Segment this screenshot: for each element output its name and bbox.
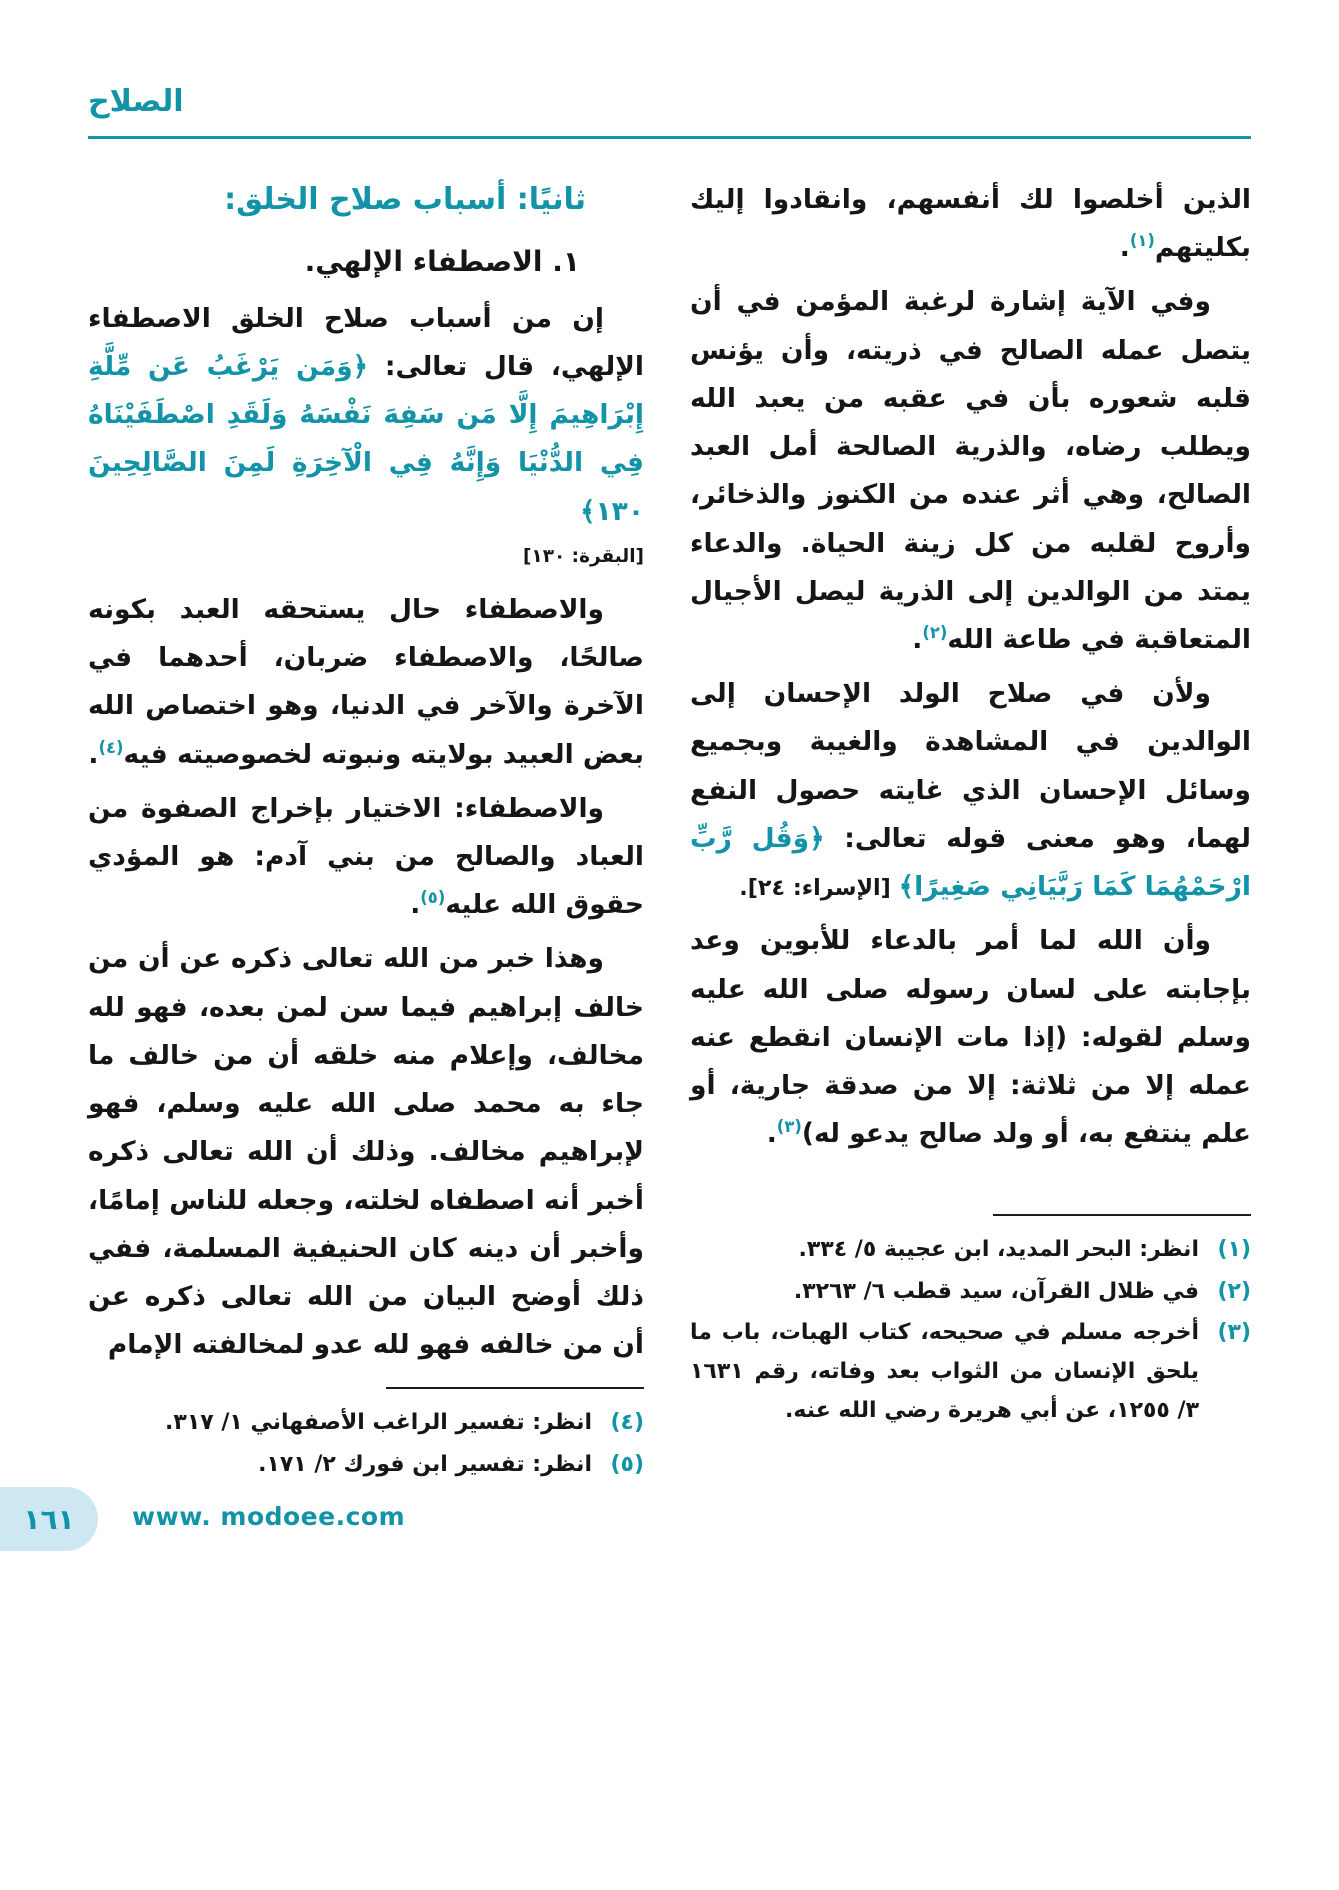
footnote-ref: (٥) <box>420 888 446 908</box>
page-number: ١٦١ <box>23 1502 75 1536</box>
footnote-number: (٣) <box>1217 1319 1251 1345</box>
body-text: . <box>88 738 99 770</box>
section-heading: ثانيًا: أسباب صلاح الخلق: <box>224 182 586 217</box>
paragraph <box>88 586 644 779</box>
footnote-item <box>690 1313 1251 1430</box>
column-left-paragraphs <box>88 295 644 1370</box>
subsection-heading: ١. الاصطفاء الإلهي. <box>304 245 580 278</box>
paragraph <box>88 536 644 576</box>
body-text: الذين أخلصوا لك أنفسهم، وانقادوا إليك بكليتهم <box>690 184 1251 264</box>
footnote-text: انظر: تفسير ابن فورك ٢/ ١٧١. <box>258 1451 592 1477</box>
paragraph <box>88 785 644 930</box>
body-text: . <box>1119 232 1130 264</box>
body-text: . <box>410 889 421 921</box>
verse-citation: [الإسراء: ٢٤]. <box>739 875 899 902</box>
page-number-tab <box>0 1487 98 1551</box>
body-text: ولأن في صلاح الولد الإحسان إلى الوالدين في المشاهدة والغيبة وبجميع وسائل الإحسان الذي غايته حصول النفع لهما، وهو معنى قوله تعالى: <box>690 678 1251 854</box>
footnote-ref: (٤) <box>98 737 124 757</box>
paragraph <box>690 670 1251 911</box>
column-right-paragraphs <box>690 176 1251 1158</box>
column-left-footnote-block <box>88 1387 644 1483</box>
footnote-item <box>690 1272 1251 1311</box>
footnote-text: انظر: تفسير الراغب الأصفهاني ١/ ٣١٧. <box>165 1410 592 1436</box>
paragraph <box>690 176 1251 272</box>
quran-verse: ﴿وَمَن يَرْغَبُ عَن مِّلَّةِ إِبْرَاهِيمَ إِلَّا مَن سَفِهَ نَفْسَهُ وَلَقَدِ اصْطَفَيْنَاهُ فِي الدُّنْيَا وَإِنَّهُ فِي الْآخِرَةِ لَمِنَ الصَّالِحِينَ ١٣٠﴾ <box>88 351 644 527</box>
footnote-number: (٥) <box>610 1451 644 1477</box>
column-right-footnote-block <box>690 1214 1251 1430</box>
footnote-text: انظر: البحر المديد، ابن عجيبة ٥/ ٣٣٤. <box>798 1237 1199 1263</box>
column-left <box>88 176 644 1486</box>
body-text: . <box>766 1118 777 1150</box>
body-text: والاصطفاء حال يستحقه العبد بكونه صالحًا، والاصطفاء ضربان، أحدهما في الآخرة والآخر في الدنيا، وهو اختصاص الله بعض العبيد بولايته ونبوته لخصوصيته فيه <box>88 593 644 770</box>
footnote-text: أخرجه مسلم في صحيحه، كتاب الهبات، باب ما يلحق الإنسان من الثواب بعد وفاته، رقم ١٦٣١ ٣/ ١٢٥٥، عن أبي هريرة رضي الله عنه. <box>690 1319 1199 1423</box>
footnote-ref: (٢) <box>922 623 948 643</box>
quran-verse: ﴿وَقُل رَّبِّ ارْحَمْهُمَا كَمَا رَبَّيَانِي صَغِيرًا﴾ <box>690 822 1251 903</box>
paragraph <box>88 935 644 1369</box>
body-text: والاصطفاء: الاختيار بإخراج الصفوة من العباد والصالح من بني آدم: هو المؤدي حقوق الله عليه <box>88 792 644 921</box>
footnote-item <box>690 1230 1251 1269</box>
footnote-text: في ظلال القرآن، سيد قطب ٦/ ٣٢٦٣. <box>793 1278 1199 1304</box>
body-text: إن من أسباب صلاح الخلق الاصطفاء الإلهي، قال تعالى: <box>88 302 644 383</box>
running-head: الصلاح <box>88 84 184 119</box>
body-text: وأن الله لما أمر بالدعاء للأبوين وعد بإجابته على لسان رسوله صلى الله عليه وسلم لقوله: (إذا مات الإنسان انقطع عنه عمله إلا من ثلاثة: إلا من صدقة جارية، أو علم ينتفع به، أو ولد صالح يدعو له) <box>690 925 1251 1150</box>
body-text: وهذا خبر من الله تعالى ذكره عن أن من خالف إبراهيم فيما سن لمن بعده، فهو لله مخالف، وإعلام منه خلقه أن من خالف ما جاء به محمد صلى الله عليه وسلم، فهو لإبراهيم مخالف. وذلك أن الله تعالى ذكره أخبر أنه اصطفاه لخلته، وجعله للناس إمامًا، وأخبر أن دينه كان الحنيفية المسلمة، ففي ذلك أوضح البيان من الله تعالى ذكره عن أن من خالفه فهو لله عدو لمخالفته الإمام <box>88 943 644 1361</box>
footnote-number: (١) <box>1217 1237 1251 1263</box>
text-columns <box>88 176 1251 1486</box>
footnote-number: (٢) <box>1217 1278 1251 1304</box>
column-right-footnotes <box>690 1230 1251 1430</box>
paragraph <box>690 278 1251 664</box>
verse-citation: [البقرة: ١٣٠] <box>522 545 644 567</box>
footnote-ref: (١) <box>1129 231 1155 251</box>
footnote-separator <box>993 1214 1251 1216</box>
footnote-ref: (٣) <box>776 1117 802 1137</box>
paragraph <box>88 295 644 536</box>
column-right <box>690 176 1251 1432</box>
website-text: www. modoee.com <box>132 1502 406 1531</box>
column-left-footnotes <box>88 1403 644 1483</box>
footnote-item <box>88 1445 644 1484</box>
paragraph <box>690 917 1251 1158</box>
body-text: وفي الآية إشارة لرغبة المؤمن في أن يتصل عمله الصالح في ذريته، وأن يؤنس قلبه شعوره بأن في عقبه من يعبد الله ويطلب رضاه، والذرية الصالحة أمل العبد الصالح، وهي أثر عنده من الكنوز والذخائر، وأروح لقلبه من كل زينة الحياة. والدعاء يمتد من الوالدين إلى الذرية ليصل الأجيال المتعاقبة في طاعة الله <box>690 286 1251 655</box>
footnote-number: (٤) <box>610 1410 644 1436</box>
header-rule <box>88 136 1251 139</box>
footnote-separator <box>386 1387 644 1389</box>
footnote-item <box>88 1403 644 1442</box>
body-text: . <box>912 623 923 655</box>
